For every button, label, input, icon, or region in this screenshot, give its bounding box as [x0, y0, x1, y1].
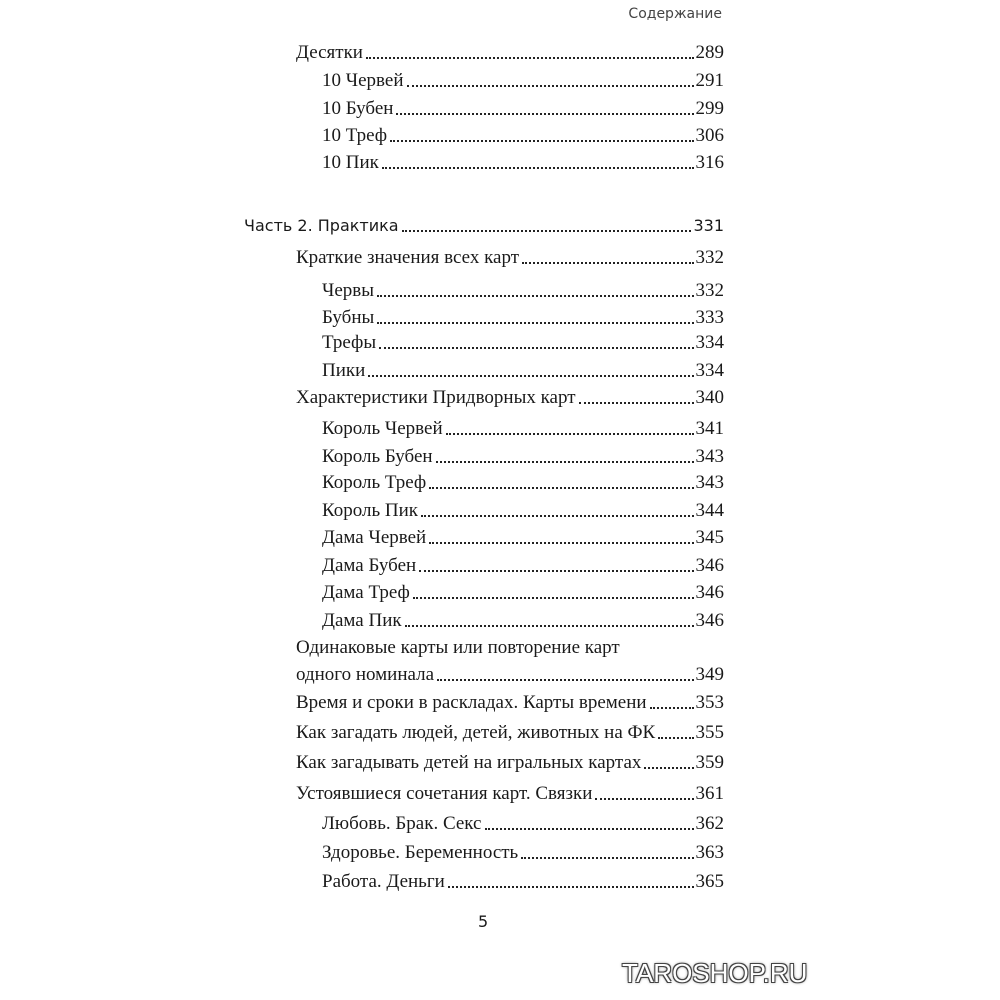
toc-entry: [322, 125, 724, 147]
toc-entry-page: 346: [695, 582, 724, 603]
dot-leader: [579, 402, 694, 404]
toc-entry-title: Часть 2. Практика: [244, 216, 399, 235]
toc-entry: [322, 360, 724, 382]
toc-entry-title: Король Червей: [322, 418, 443, 439]
toc-entry-page: 362: [695, 813, 724, 834]
toc-entry-page: 365: [695, 871, 724, 892]
toc-entry: [296, 42, 724, 64]
toc-entry: [244, 215, 724, 237]
toc-entry: [322, 280, 724, 302]
dot-leader: [419, 570, 693, 572]
toc-entry-title: Бубны: [322, 307, 375, 328]
toc-entry-page: 361: [695, 783, 724, 804]
toc-entry-title: 10 Бубен: [322, 98, 394, 119]
toc-entry: [296, 783, 724, 805]
toc-entry-page: 334: [695, 332, 724, 353]
dot-leader: [522, 262, 693, 264]
toc-entry-title: 10 Треф: [322, 125, 388, 146]
toc-entry: [322, 871, 724, 893]
toc-entry: [296, 664, 724, 686]
toc-entry-page: 346: [695, 555, 724, 576]
toc-entry: [322, 307, 724, 329]
dot-leader: [429, 542, 693, 544]
toc-entry-title: Десятки: [296, 42, 363, 63]
toc-entry-title: Король Пик: [322, 500, 418, 521]
toc-entry: [296, 692, 724, 714]
dot-leader: [390, 140, 693, 142]
toc-entry-page: 349: [695, 664, 724, 685]
dot-leader: [377, 322, 693, 324]
toc-entry-page: 343: [695, 446, 724, 467]
toc-entry: [322, 610, 724, 632]
dot-leader: [413, 597, 694, 599]
toc-entry-title: Здоровье. Беременность: [322, 842, 519, 863]
toc-entry: [322, 332, 724, 354]
toc-entry: [296, 722, 724, 744]
dot-leader: [650, 707, 694, 709]
toc-entry-page: 331: [693, 216, 724, 235]
toc-entry-page: 343: [695, 472, 724, 493]
toc-entry: [322, 527, 724, 549]
dot-leader: [448, 886, 694, 888]
toc-entry: [322, 582, 724, 604]
toc-entry-title: Дама Треф: [322, 582, 410, 603]
dot-leader: [429, 487, 693, 489]
toc-entry-page: 346: [695, 610, 724, 631]
dot-leader: [402, 230, 692, 232]
dot-leader: [368, 375, 693, 377]
toc-entry-title: Любовь. Брак. Секс: [322, 813, 482, 834]
toc-entry-title: Как загадывать детей на игральных картах: [296, 752, 642, 773]
toc-entry: [322, 70, 724, 92]
toc-entry-page: 355: [695, 722, 724, 743]
toc-entry-page: 363: [695, 842, 724, 863]
dot-leader: [521, 857, 693, 859]
toc-entry-title: Время и сроки в раскладах. Карты времени: [296, 692, 647, 713]
dot-leader: [379, 347, 693, 349]
toc-entry: [322, 418, 724, 440]
toc-entry: [322, 842, 724, 864]
toc-entry-title: одного номинала: [296, 664, 435, 685]
toc-entry-title: Пики: [322, 360, 366, 381]
toc-entry-title: Король Бубен: [322, 446, 433, 467]
dot-leader: [446, 433, 694, 435]
watermark: TAROSHOP.RU: [622, 958, 808, 988]
toc-entry-page: 344: [695, 500, 724, 521]
toc-entry-title: Дама Червей: [322, 527, 427, 548]
toc-entry-title: Устоявшиеся сочетания карт. Связки: [296, 783, 593, 804]
toc-entry: [296, 387, 724, 409]
toc-entry-page: 340: [695, 387, 724, 408]
page-number: 5: [478, 912, 489, 931]
toc-entry-title: Король Треф: [322, 472, 427, 493]
toc-entry-title: Дама Пик: [322, 610, 402, 631]
toc-entry-title: Краткие значения всех карт: [296, 247, 520, 268]
toc-entry-page: 341: [695, 418, 724, 439]
toc-entry-page: 345: [695, 527, 724, 548]
dot-leader: [366, 57, 694, 59]
toc-entry-page: 334: [695, 360, 724, 381]
toc-entry: [322, 472, 724, 494]
toc-entry: [296, 752, 724, 774]
toc-entry-title: Червы: [322, 280, 375, 301]
toc-entry-title: Характеристики Придворных карт: [296, 387, 576, 408]
toc-entry: [322, 446, 724, 468]
toc-entry-title: 10 Пик: [322, 152, 379, 173]
dot-leader: [437, 679, 693, 681]
toc-entry: [296, 247, 724, 269]
toc-entry-title: Работа. Деньги: [322, 871, 445, 892]
dot-leader: [485, 828, 694, 830]
toc-entry-page: 332: [695, 280, 724, 301]
toc-entry-page: 353: [695, 692, 724, 713]
toc-entry-title: Дама Бубен: [322, 555, 417, 576]
dot-leader: [421, 515, 694, 517]
toc-entry-page: 289: [695, 42, 724, 63]
toc-entry-page: 291: [695, 70, 724, 91]
running-header: Содержание: [628, 6, 722, 22]
toc-entry-title: 10 Червей: [322, 70, 404, 91]
toc-entry: [322, 500, 724, 522]
toc-entry: [322, 813, 724, 835]
toc-entry-page: 359: [695, 752, 724, 773]
toc-entry-title: Трефы: [322, 332, 377, 353]
dot-leader: [377, 295, 693, 297]
dot-leader: [436, 461, 694, 463]
toc-entry-page: 316: [695, 152, 724, 173]
toc-entry-title: Одинаковые карты или повторение карт: [296, 637, 620, 658]
toc-entry-page: 306: [695, 125, 724, 146]
toc-entry: [322, 98, 724, 120]
toc-entry-title: Как загадать людей, детей, животных на ФК: [296, 722, 656, 743]
dot-leader: [595, 798, 693, 800]
toc-entry-page: 299: [695, 98, 724, 119]
toc-entry-page: 333: [695, 307, 724, 328]
dot-leader: [658, 737, 693, 739]
dot-leader: [407, 85, 694, 87]
dot-leader: [382, 167, 694, 169]
toc-entry: [296, 637, 724, 659]
dot-leader: [644, 767, 693, 769]
dot-leader: [396, 113, 693, 115]
toc-entry: [322, 152, 724, 174]
dot-leader: [405, 625, 694, 627]
toc-entry-page: 332: [695, 247, 724, 268]
toc-entry: [322, 555, 724, 577]
